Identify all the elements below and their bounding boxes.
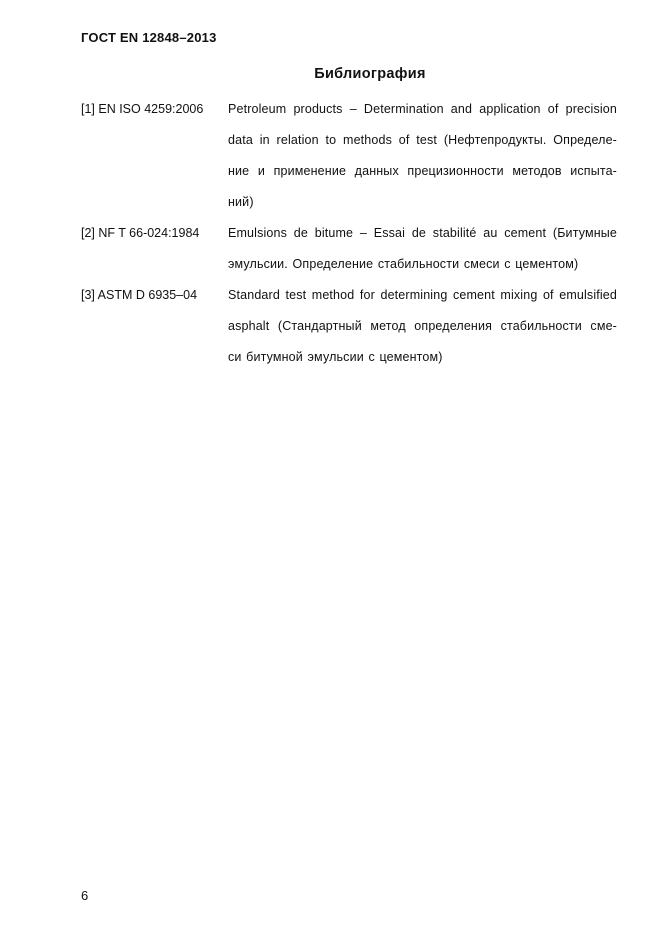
bibliography-line: Standard test method for determining cement mixing of emulsified	[228, 288, 617, 302]
bibliography-entry-2	[81, 218, 617, 280]
bibliography-line: эмульсии. Определение стабильности смеси с цементом)	[228, 257, 579, 271]
bibliography-reference: [1] EN ISO 4259:2006	[81, 102, 204, 116]
bibliography-line: data in relation to methods of test (Нефтепродукты. Определе-	[228, 133, 617, 147]
bibliography-description	[228, 94, 617, 218]
bibliography-line: си битумной эмульсии с цементом)	[228, 350, 443, 364]
bibliography-line: Petroleum products – Determination and application of precision	[228, 102, 617, 116]
document-code: ГОСТ EN 12848–2013	[81, 30, 217, 45]
bibliography-line: ний)	[228, 195, 254, 209]
bibliography-reference: [3] ASTM D 6935–04	[81, 288, 198, 302]
bibliography-list	[81, 94, 617, 373]
section-title: Библиография	[314, 66, 426, 82]
bibliography-line: asphalt (Стандартный метод определения стабильности сме-	[228, 319, 617, 333]
bibliography-entry-1	[81, 94, 617, 218]
bibliography-reference: [2] NF T 66-024:1984	[81, 226, 200, 240]
bibliography-line: ние и применение данных прецизионности методов испыта-	[228, 164, 617, 178]
bibliography-entry-3	[81, 280, 617, 373]
bibliography-line: Emulsions de bitume – Essai de stabilité au cement (Битумные	[228, 226, 617, 240]
bibliography-description	[228, 218, 617, 280]
bibliography-description	[228, 280, 617, 373]
page-number: 6	[81, 888, 89, 903]
